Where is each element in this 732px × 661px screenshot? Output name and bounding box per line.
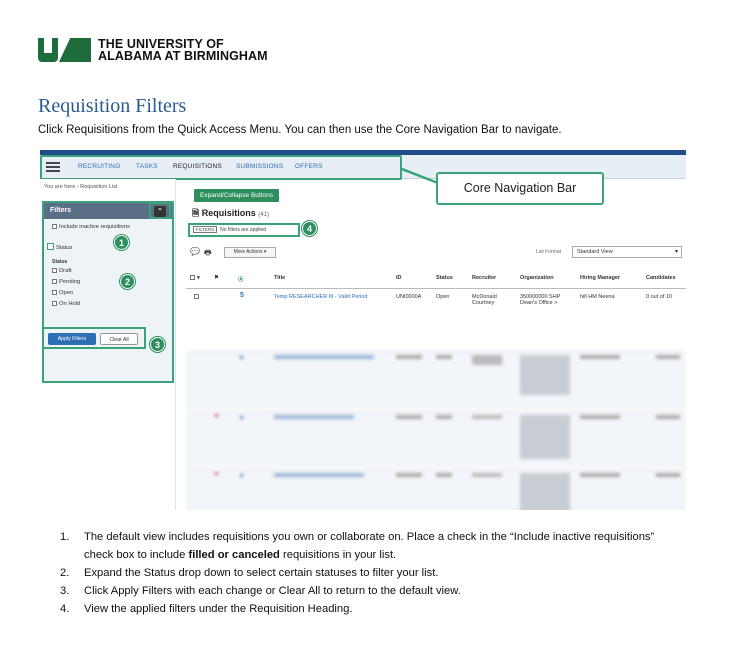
no-filters-text: No filters are applied (220, 227, 267, 233)
table-row[interactable] (186, 291, 686, 349)
include-inactive-option[interactable] (52, 224, 130, 230)
status-option-label: Open (59, 290, 74, 296)
flag-column-icon: ⚑ (214, 275, 219, 281)
org-line-2: ALABAMA AT BIRMINGHAM (98, 49, 268, 63)
collapse-highlight (149, 202, 171, 219)
status-option-label: On Hold (59, 301, 81, 307)
print-icon[interactable]: 🖶 (204, 248, 212, 257)
step-3 (60, 582, 680, 600)
status-label: Status (52, 259, 68, 265)
status-expand-icon[interactable] (47, 243, 54, 250)
step-number: 1. (60, 531, 70, 543)
col-status[interactable]: Status (436, 275, 453, 281)
col-title[interactable]: Title (274, 275, 286, 281)
include-inactive-label: Include inactive requisitions (59, 224, 130, 230)
step-number: 3. (60, 585, 70, 597)
table-row[interactable]: ■ (186, 351, 686, 409)
collapse-filters-button[interactable]: ⌃ (154, 206, 166, 217)
nav-recruiting[interactable]: RECRUITING (78, 163, 121, 170)
applied-filters-highlight (188, 223, 300, 237)
badge-1: 1 (114, 235, 129, 250)
nav-submissions[interactable]: SUBMISSIONS (236, 163, 284, 170)
table-row[interactable]: ⚑ ■ (186, 469, 686, 510)
list-format-label: List Format (536, 249, 562, 255)
badge-2: 2 (120, 274, 135, 289)
requisitions-count: (41) (258, 212, 269, 218)
row-recruiter: McDonald Courtney (472, 294, 497, 306)
clear-all-button[interactable]: Clear All (100, 333, 138, 345)
intro-text: Click Requisitions from the Quick Access Menu. You can then use the Core Navigation Bar to navigate. (38, 124, 562, 136)
status-option-on-hold[interactable] (52, 301, 80, 307)
comment-icon[interactable]: 💬 (190, 247, 200, 256)
step-bold-text: filled or canceled (188, 549, 280, 561)
col-organization[interactable]: Organization (520, 275, 554, 281)
badge-4: 4 (302, 221, 317, 236)
step-text: The default view includes requisitions you own or collaborate on. Place a check in the “Include inactive requisitions” check box to include (84, 531, 655, 561)
status-toggle[interactable] (47, 243, 72, 251)
include-inactive-checkbox[interactable] (52, 224, 57, 229)
nav-tasks[interactable]: TASKS (136, 163, 158, 170)
uab-logo (38, 38, 268, 62)
select-all-checkbox[interactable]: ▾ (190, 275, 200, 281)
org-name (98, 38, 268, 62)
filters-sidebar (40, 179, 176, 510)
col-recruiter[interactable]: Recruiter (472, 275, 497, 281)
status-option-label: Draft (59, 268, 72, 274)
table-row[interactable]: ⚑ ■ (186, 411, 686, 467)
more-actions-button[interactable]: More Actions ▾ (224, 247, 276, 258)
col-hiring-manager[interactable]: Hiring Manager (580, 275, 621, 281)
requisitions-list (180, 179, 686, 510)
status-toggle-label: Status (56, 245, 73, 251)
refresh-column-icon: ⦿ (238, 277, 244, 283)
org-line-1: THE UNIVERSITY OF (98, 37, 224, 51)
row-status: Open (436, 294, 450, 300)
row-checkbox[interactable] (194, 294, 201, 300)
row-organization: 350000000 SHP Dean's Office > (520, 294, 561, 306)
step-text: requisitions in your list. (279, 549, 397, 561)
core-navigation-bar-label: Core Navigation Bar (436, 172, 604, 205)
status-option-label: Pending (59, 279, 81, 285)
row-hiring-manager: hill HM Neena (580, 294, 615, 300)
uab-logo-mark (38, 38, 92, 62)
status-option-draft[interactable] (52, 268, 72, 274)
badge-3: 3 (150, 337, 165, 352)
page-title: Requisition Filters (38, 95, 187, 117)
filter-buttons-highlight (42, 327, 146, 349)
step-text: Expand the Status drop down to select certain statuses to filter your list. (84, 567, 439, 579)
col-candidates[interactable]: Candidates (646, 275, 676, 281)
filters-panel (42, 201, 174, 383)
filters-chip: FILTERS (193, 226, 217, 233)
row-title[interactable]: Temp RESEARCHER III - Valid Period (274, 294, 368, 300)
requisitions-icon: 🗎 (192, 208, 202, 218)
step-2 (60, 564, 680, 582)
row-count: 5 (240, 292, 244, 299)
applied-filters (193, 227, 266, 233)
step-number: 4. (60, 603, 70, 615)
instruction-steps (60, 528, 680, 618)
list-format-select[interactable]: Standard View ▾ (572, 246, 682, 258)
step-text: View the applied filters under the Requisition Heading. (84, 603, 353, 615)
nav-offers[interactable]: OFFERS (295, 163, 323, 170)
step-text: Click Apply Filters with each change or Clear All to return to the default view. (84, 585, 461, 597)
status-option-pending[interactable] (52, 279, 80, 285)
expand-collapse-callout: Expand/Collapse Buttons (194, 189, 279, 202)
col-id[interactable]: ID (396, 275, 402, 281)
table-header (186, 269, 686, 289)
core-nav-highlight (40, 155, 402, 180)
step-number: 2. (60, 567, 70, 579)
step-1 (60, 528, 680, 564)
nav-requisitions[interactable]: REQUISITIONS (173, 163, 222, 170)
row-candidates: 0 out of 10 (646, 294, 672, 300)
status-option-open[interactable] (52, 290, 73, 296)
app-screenshot (40, 150, 686, 510)
breadcrumb[interactable]: You are here › Requisition List (44, 184, 118, 190)
apply-filters-button[interactable]: Apply Filters (48, 333, 96, 345)
requisitions-heading (192, 206, 269, 222)
requisitions-title: Requisitions (201, 208, 256, 218)
row-id: UNI0000A (396, 294, 422, 300)
step-4 (60, 600, 680, 618)
filters-heading: Filters (44, 203, 172, 219)
